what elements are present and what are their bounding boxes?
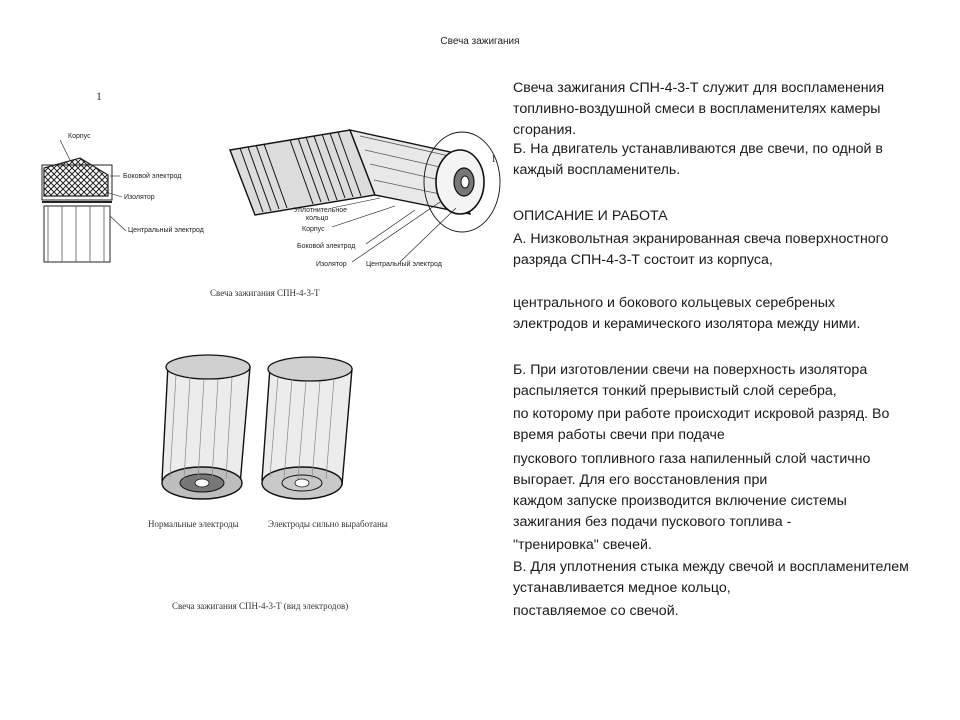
label-uplot-line2: кольцо — [306, 215, 329, 222]
paragraph-5: Б. При изготовлении свечи на поверхность изолятора распыляется тонкий прерывистый слой серебра, — [513, 362, 868, 399]
electrode-worn-drawing — [262, 357, 352, 499]
paragraph-10: В. Для уплотнения стыка между свечой и воспламенителем устанавливается медное кольцо, — [513, 559, 909, 596]
spark-plug-drawing — [230, 130, 500, 262]
paragraph-8: каждом запуске производится включение системы зажигания без подачи пускового топлива - — [513, 493, 847, 530]
label-korpus-2: Корпус — [302, 226, 325, 233]
paragraph-6: по которому при работе происходит искровой разряд. Во время работы свечи при подаче — [513, 406, 890, 443]
label-bokovoy-elektrod: Боковой электрод — [123, 173, 182, 180]
label-worn-electrodes: Электроды сильно выработаны — [268, 519, 388, 529]
cross-section-drawing — [42, 140, 126, 262]
label-izolyator: Изолятор — [124, 194, 155, 201]
slide-title: Свеча зажигания — [440, 36, 520, 47]
figure2-roman-label: I — [492, 154, 496, 165]
section-heading: ОПИСАНИЕ И РАБОТА — [513, 208, 668, 224]
electrode-normal-drawing — [162, 355, 250, 499]
label-korpus: Корпус — [68, 133, 91, 140]
paragraph-4: центрального и бокового кольцевых серебреных электродов и керамического изолятора между ними. — [513, 295, 861, 332]
label-izolyator-2: Изолятор — [316, 261, 347, 268]
paragraph-7: пускового топливного газа напиленный слой частично выгорает. Для его восстановления при — [513, 451, 871, 488]
label-normal-electrodes: Нормальные электроды — [148, 519, 239, 529]
label-centralny-elektrod: Центральный электрод — [128, 227, 204, 234]
paragraph-1: Свеча зажигания СПН-4-3-Т служит для воспламенения топливно-воздушной смеси в воспламенителях камеры сгорания. — [513, 80, 885, 138]
label-uplot-line1: Уплотнительное — [294, 207, 347, 214]
paragraph-9: "тренировка" свечей. — [513, 537, 652, 553]
label-bokovoy-elektrod-2: Боковой электрод — [297, 243, 356, 250]
paragraph-11: поставляемое со свечой. — [513, 603, 679, 619]
paragraph-3: А. Низковольтная экранированная свеча поверхностного разряда СПН-4-3-Т состоит из корпуса, — [513, 231, 889, 268]
electrodes-figure — [140, 345, 430, 615]
figure3-caption: Свеча зажигания СПН-4-3-Т (вид электродов) — [172, 601, 349, 611]
paragraph-2: Б. На двигатель устанавливаются две свечи, по одной в каждый воспламенитель. — [513, 141, 883, 178]
cross-section-figure — [0, 0, 220, 280]
figure2-caption: Свеча зажигания СПН-4-3-Т — [210, 288, 320, 298]
figure-index: 1 — [96, 89, 102, 103]
spark-plug-figure — [200, 90, 510, 300]
label-centralny-elektrod-2: Центральный электрод — [366, 261, 442, 268]
